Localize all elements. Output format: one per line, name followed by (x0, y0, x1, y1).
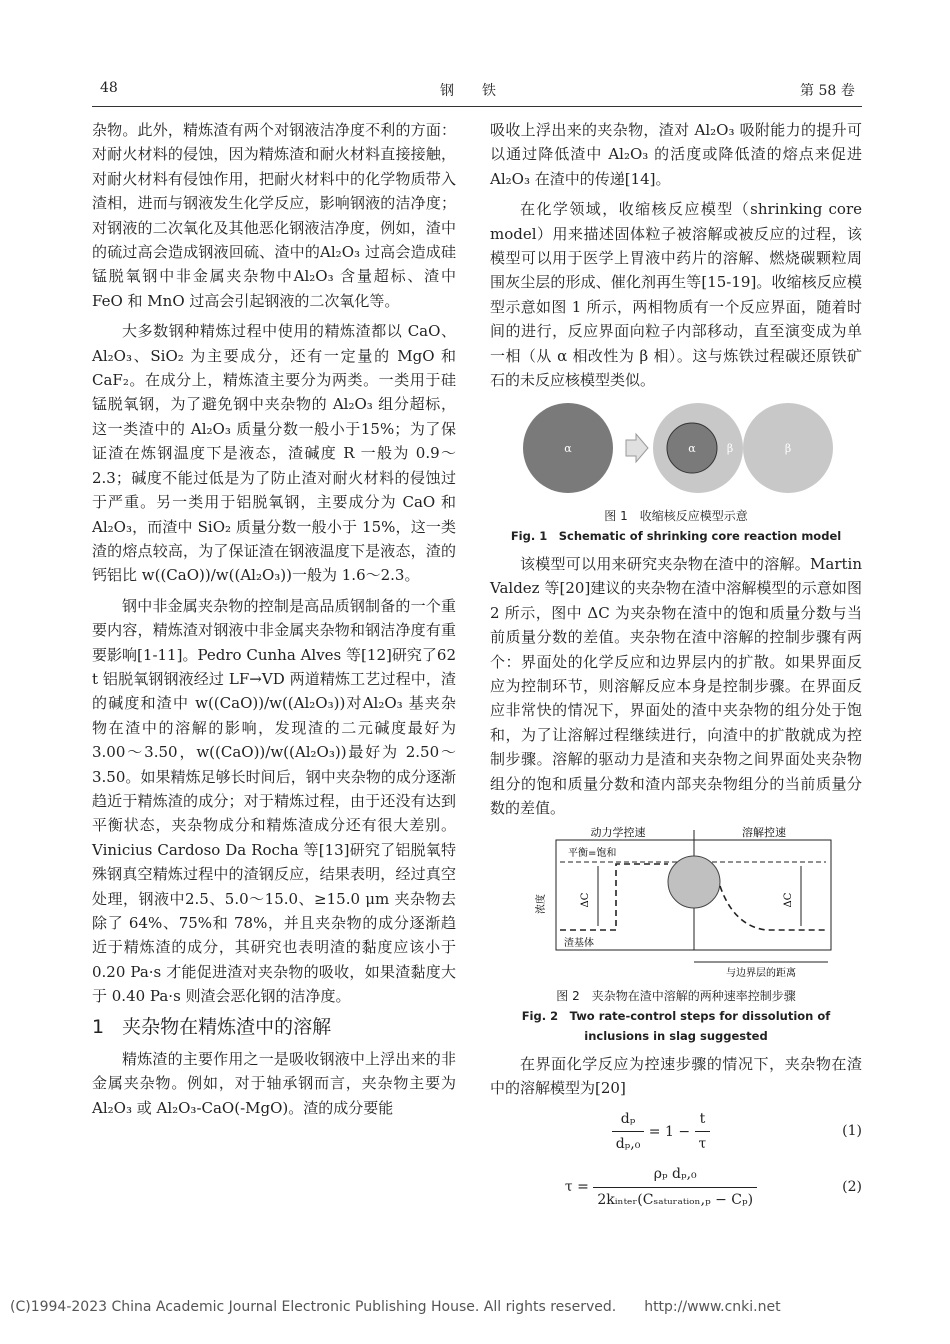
figure-1 (490, 398, 862, 545)
equation-1-fraction: $\frac{t}{\tau}$ (695, 1107, 711, 1157)
paragraph: 杂物。此外，精炼渣有两个对钢液洁净度不利的方面：对耐火材料的侵蚀，因为精炼渣和耐火材料直接接触，对耐火材料有侵蚀作用，把耐火材料中的化学物质带入渣相，进而与钢液发生化学反应，影响钢液的洁净度；对钢液的二次氧化及其他恶化钢液洁净度，例如，渣中的硫过高会造成钢液回硫、渣中的Al₂O₃ 过高会造成硅锰脱氧钢中非金属夹杂物中Al₂O₃ 含量超标、渣中 FeO 和 MnO 过高会引起钢液的二次氧化等。 (92, 121, 456, 310)
copyright-footer: (C)1994-2023 China Academic Journal Electronic Publishing House. All rights reserved. http://www.cnki.net (10, 1299, 781, 1315)
alpha-label: α (688, 442, 696, 456)
paragraph: 精炼渣的主要作用之一是吸收钢液中上浮出来的非金属夹杂物。例如，对于轴承钢而言，夹杂物主要为 Al₂O₃ 或 Al₂O₃-CaO(-MgO)。渣的成分要能 (92, 1050, 456, 1117)
section-title: 夹杂物在精炼渣中的溶解 (122, 1015, 332, 1038)
axis-label-concentration: 浓度 (536, 894, 547, 915)
right-column (490, 118, 862, 1218)
paragraph: 在界面化学反应为控速步骤的情况下，夹杂物在渣中的溶解模型为[20] (490, 1054, 862, 1098)
paragraph: 钢中非金属夹杂物的控制是高品质钢制备的一个重要内容，精炼渣对钢液中非金属夹杂物和钢洁净度有重要影响[1-11]。Pedro Cunha Alves 等[12]研究了62 t 铝脱氧钢钢液经过 LF→VD 两道精炼工艺过程中，渣的碱度和渣中 w((CaO))/w((Al₂O₃))对Al₂O₃ 基夹杂物在渣中的溶解的影响，发现渣的二元碱度最好为 3.00～3.50，w((CaO))/w((Al₂O₃))最好为 2.50～3.50。如果精炼足够长时间后，钢中夹杂物的成分逐渐趋近于精炼渣的成分；对于精炼过程，由于还没有达到平衡状态，夹杂物成分和精炼渣成分还有很大差别。Vinicius Cardoso Da Rocha 等[13]研究了铝脱氧特殊钢真空精炼过程中的渣钢反应，结果表明，经过真空处理，钢液中2.5、5.0～15.0、≥15.0 μm 夹杂物去除了 64%、75%和 78%，并且夹杂物的成分逐渐趋近于精炼渣的成分，其研究也表明渣的黏度应该小于 0.20 Pa·s 才能促进渣对夹杂物的吸收，如果渣黏度大于 0.40 Pa·s 则渣会恶化钢的洁净度。 (92, 596, 456, 1006)
label-diffusion-control: 溶解控速 (742, 826, 786, 840)
dissolution-control-diagram (516, 826, 836, 978)
equation-1: $\frac{\text{dₚ}}{\text{dₚ,₀}}$ = 1 − $\frac{t}{\tau}$ (1) (490, 1107, 862, 1157)
left-column (92, 118, 456, 1126)
alpha-label: α (564, 442, 572, 456)
figure-1-caption-cn: 图 1 收缩核反应模型示意 (604, 508, 748, 523)
label-kinetic-control: 动力学控速 (590, 826, 646, 840)
delta-c-label: ΔC (580, 892, 591, 908)
equation-1-lhs: $\frac{\text{dₚ}}{\text{dₚ,₀}}$ (612, 1107, 645, 1157)
section-number: 1 (92, 1015, 105, 1038)
diffusion-profile (720, 886, 828, 930)
journal-title: 钢 铁 (440, 83, 496, 99)
paragraph: 在化学领域，收缩核反应模型（shrinking core model）用来描述固体粒子被溶解或被反应的过程，该模型可以用于医学上胃液中药片的溶解、燃烧碳颗粒周围灰尘层的形成、催化剂再生等[15-19]。收缩核反应模型示意如图 1 所示，两相物质有一个反应界面，随着时间的进行，反应界面向粒子内部移动，直至演变成为单一相（从 α 相改性为 β 相）。这与炼铁过程碳还原铁矿石的未反应核模型类似。 (490, 200, 862, 390)
paragraph: 吸收上浮出来的夹杂物，渣对 Al₂O₃ 吸附能力的提升可以通过降低渣中 Al₂O₃ 的活度或降低渣的熔点来促进 Al₂O₃ 在渣中的传递[14]。 (490, 121, 862, 188)
inclusion-particle (668, 856, 720, 908)
label-distance: 与边界层的距离 (726, 968, 796, 979)
equation-2: τ = $\frac{\text{ρₚ dₚ,₀}}{\text{2kᵢₙₜₑᵣ(Cₛₐₜᵤᵣₐₜᵢₒₙ,ₚ − Cₚ)}}$ (2) (490, 1162, 862, 1212)
label-saturation: 平衡=饱和 (568, 848, 617, 860)
label-slag-base: 渣基体 (564, 938, 594, 950)
figure-2 (490, 826, 862, 1045)
paragraph: 该模型可以用来研究夹杂物在渣中的溶解。Martin Valdez 等[20]建议的夹杂物在渣中溶解模型的示意如图 2 所示，图中 ΔC 为夹杂物在渣中的饱和质量分数与当前质量分数的差值。夹杂物在渣中溶解的控制步骤有两个：界面处的化学反应和边界层内的扩散。如果界面反应为控制环节，则溶解反应本身是控制步骤。在界面反应非常快的情况下，界面处的渣中夹杂物的组分处于饱和，为了让溶解过程继续进行，向渣中的扩散就成为控制步骤。溶解的驱动力是渣和夹杂物之间界面处夹杂物组分的饱和质量分数和渣内部夹杂物组分的当前质量分数的差值。 (490, 554, 862, 817)
paragraph: 大多数钢种精炼过程中使用的精炼渣都以 CaO、Al₂O₃、SiO₂ 为主要成分，还有一定量的 MgO 和 CaF₂。在成分上，精炼渣主要分为两类。一类用于硅锰脱氧钢，为了避免钢中夹杂物的 Al₂O₃ 组分超标，这一类渣中的 Al₂O₃ 质量分数一般小于15%；为了保证渣在炼钢温度下是液态，渣碱度 R 一般为 0.9～2.3；碱度不能过低是为了防止渣对耐火材料的侵蚀过于严重。另一类用于铝脱氧钢，主要成分为 CaO 和 Al₂O₃，而渣中 SiO₂ 质量分数一般小于 15%，这一类渣的熔点较高，为了保证渣在钢液温度下是液态，渣的钙铝比 w((CaO))/w((Al₂O₃))一般为 1.6～2.3。 (92, 322, 456, 585)
equation-number: (1) (842, 1123, 862, 1140)
figure-2-caption-cn: 图 2 夹杂物在渣中溶解的两种速率控制步骤 (556, 988, 796, 1003)
figure-2-caption-en: Fig. 2 Two rate-control steps for dissolution of inclusions in slag suggested (521, 1008, 831, 1043)
arrow-right-icon (626, 434, 648, 462)
equation-number: (2) (842, 1179, 862, 1196)
shrinking-core-diagram (516, 398, 836, 498)
kinetic-profile (560, 864, 668, 930)
beta-label: β (784, 442, 792, 456)
equation-2-fraction: $\frac{\text{ρₚ dₚ,₀}}{\text{2kᵢₙₜₑᵣ(Cₛₐₜᵤᵣₐₜᵢₒₙ,ₚ − Cₚ)}}$ (593, 1162, 757, 1212)
header-rule (92, 106, 862, 107)
section-heading (92, 1015, 456, 1039)
delta-c-label: ΔC (783, 892, 794, 908)
page-number: 48 (100, 80, 118, 96)
figure-1-caption-en: Fig. 1 Schematic of shrinking core reaction model (510, 528, 842, 543)
beta-label: β (726, 442, 734, 456)
volume-label: 第 58 卷 (800, 83, 855, 99)
